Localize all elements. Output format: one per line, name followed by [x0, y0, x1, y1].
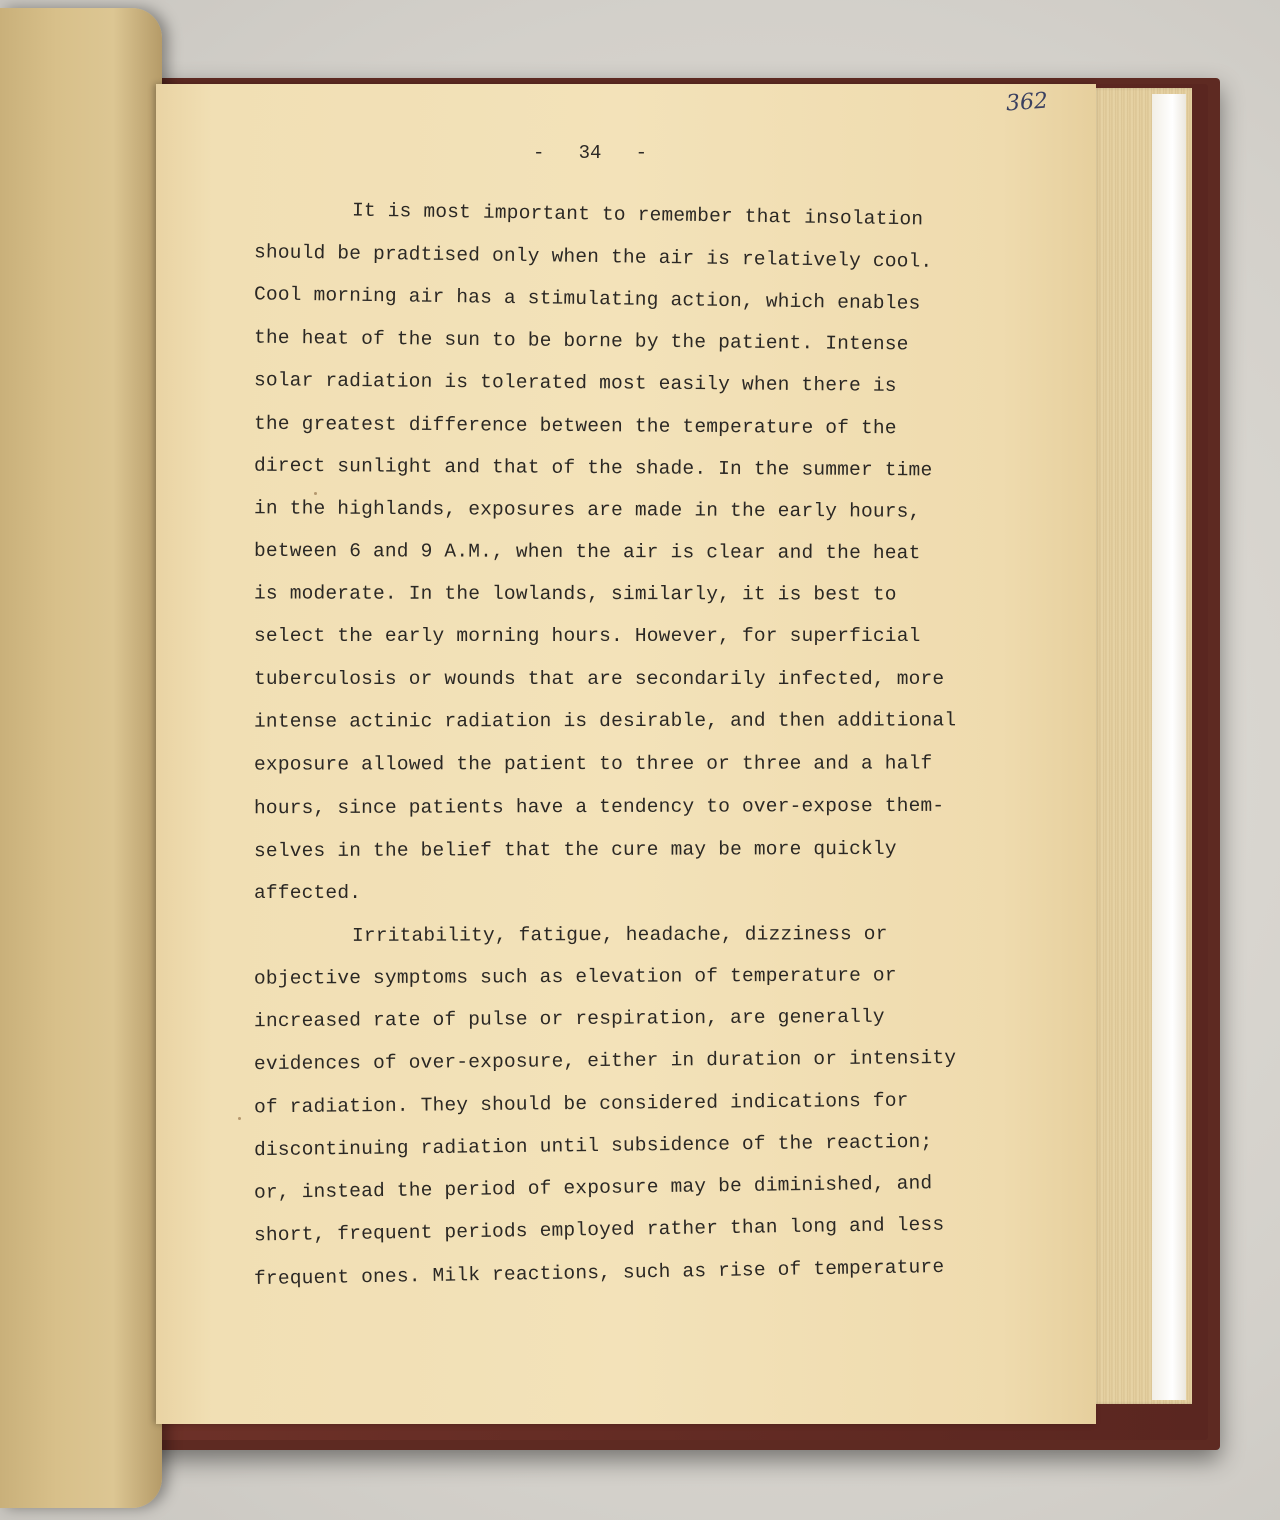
text-line: should be pradtised only when the air is relatively cool. [253, 241, 933, 273]
left-page [0, 8, 162, 1508]
text-line: select the early morning hours. However, for superficial [254, 625, 921, 647]
text-line: evidences of over-exposure, either in duration or intensity [253, 1046, 957, 1076]
text-line: in the highlands, exposures are made in the early hours, [253, 497, 921, 523]
text-line: or, instead the period of exposure may be diminished, and [253, 1172, 933, 1204]
text-line: intense actinic radiation is desirable, and then additional [253, 709, 957, 733]
page-number: - 34 - [532, 142, 648, 164]
text-line: exposure allowed the patient to three or three and a half [253, 752, 933, 776]
text-line: Cool morning air has a stimulating action, which enables [253, 283, 921, 315]
text-line: affected. [254, 882, 362, 904]
text-line: tuberculosis or wounds that are secondarily infected, more [254, 668, 945, 690]
text-line: solar radiation is tolerated most easily when there is [253, 369, 897, 397]
text-line: the greatest difference between the temperature of the [253, 412, 897, 440]
text-line: short, frequent periods employed rather than long and less [253, 1213, 945, 1247]
text-line: is moderate. In the lowlands, similarly, it is best to [253, 582, 897, 606]
text-line: the heat of the sun to be borne by the patient. Intense [253, 326, 909, 356]
text-line: It is most important to remember that insolation [351, 199, 924, 231]
paper-speck [238, 1117, 241, 1120]
page-stack-white-edge [1152, 94, 1186, 1400]
text-line: objective symptoms such as elevation of temperature or [253, 964, 897, 990]
text-line: frequent ones. Milk reactions, such as rise of temperature [253, 1255, 945, 1291]
text-line: of radiation. They should be considered indications for [253, 1089, 909, 1119]
text-line: hours, since patients have a tendency to over-expose them- [253, 794, 945, 820]
text-line: Irritability, fatigue, headache, dizziness or [351, 923, 888, 947]
text-line: selves in the belief that the cure may be more quickly [253, 837, 897, 863]
paper-speck [314, 492, 317, 495]
folio-number: 362 [1005, 88, 1049, 117]
text-line: discontinuing radiation until subsidence of the reaction; [253, 1130, 933, 1162]
text-line: direct sunlight and that of the shade. In the summer time [253, 454, 933, 482]
text-line: increased rate of pulse or respiration, are generally [253, 1005, 885, 1033]
text-line: between 6 and 9 A.M., when the air is clear and the heat [253, 539, 921, 565]
